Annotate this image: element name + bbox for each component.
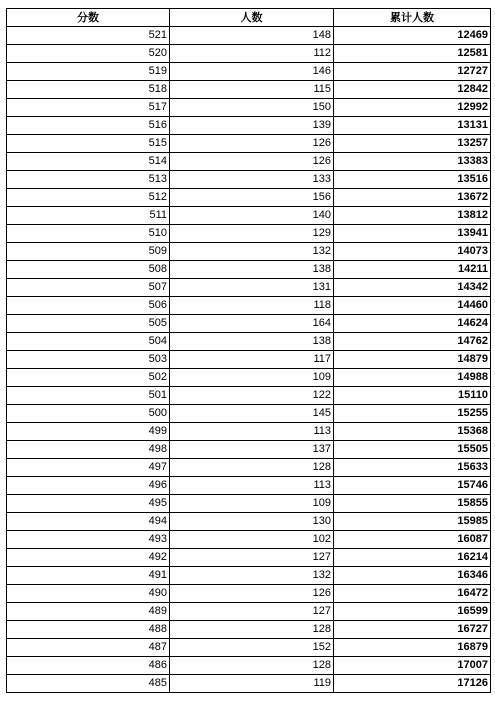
cell-cumulative: 15255 <box>334 405 491 423</box>
cell-count: 126 <box>170 585 334 603</box>
cell-count: 152 <box>170 639 334 657</box>
cell-score: 485 <box>7 675 170 693</box>
cell-score: 495 <box>7 495 170 513</box>
header-score: 分数 <box>7 9 170 27</box>
cell-count: 145 <box>170 405 334 423</box>
cell-count: 138 <box>170 261 334 279</box>
table-row <box>7 261 491 279</box>
table-row <box>7 333 491 351</box>
cell-cumulative: 12469 <box>334 27 491 45</box>
cell-cumulative: 14988 <box>334 369 491 387</box>
cell-count: 139 <box>170 117 334 135</box>
cell-cumulative: 15746 <box>334 477 491 495</box>
cell-cumulative: 12842 <box>334 81 491 99</box>
table-row <box>7 207 491 225</box>
cell-score: 488 <box>7 621 170 639</box>
table-row <box>7 171 491 189</box>
cell-score: 521 <box>7 27 170 45</box>
table-row <box>7 387 491 405</box>
cell-score: 515 <box>7 135 170 153</box>
cell-score: 511 <box>7 207 170 225</box>
cell-cumulative: 12992 <box>334 99 491 117</box>
cell-count: 148 <box>170 27 334 45</box>
cell-cumulative: 16214 <box>334 549 491 567</box>
cell-cumulative: 13516 <box>334 171 491 189</box>
table-row <box>7 63 491 81</box>
cell-score: 517 <box>7 99 170 117</box>
table-row <box>7 459 491 477</box>
cell-score: 493 <box>7 531 170 549</box>
cell-score: 489 <box>7 603 170 621</box>
table-row <box>7 675 491 693</box>
cell-count: 131 <box>170 279 334 297</box>
table-row <box>7 45 491 63</box>
table-row <box>7 189 491 207</box>
table-row <box>7 657 491 675</box>
cell-cumulative: 15633 <box>334 459 491 477</box>
cell-count: 102 <box>170 531 334 549</box>
cell-cumulative: 12727 <box>334 63 491 81</box>
table-body <box>7 27 491 693</box>
cell-count: 115 <box>170 81 334 99</box>
cell-count: 127 <box>170 549 334 567</box>
cell-cumulative: 16879 <box>334 639 491 657</box>
cell-score: 510 <box>7 225 170 243</box>
table-row <box>7 27 491 45</box>
cell-count: 140 <box>170 207 334 225</box>
table-row <box>7 81 491 99</box>
cell-score: 518 <box>7 81 170 99</box>
cell-score: 502 <box>7 369 170 387</box>
table-header-row <box>7 9 491 27</box>
cell-cumulative: 15368 <box>334 423 491 441</box>
cell-count: 129 <box>170 225 334 243</box>
score-distribution-table <box>6 8 491 693</box>
cell-count: 109 <box>170 495 334 513</box>
cell-count: 119 <box>170 675 334 693</box>
table-row <box>7 567 491 585</box>
table-row <box>7 531 491 549</box>
cell-score: 497 <box>7 459 170 477</box>
table-row <box>7 315 491 333</box>
table-row <box>7 477 491 495</box>
cell-count: 128 <box>170 657 334 675</box>
cell-cumulative: 15985 <box>334 513 491 531</box>
cell-cumulative: 15505 <box>334 441 491 459</box>
table-row <box>7 225 491 243</box>
cell-count: 122 <box>170 387 334 405</box>
cell-count: 113 <box>170 423 334 441</box>
cell-cumulative: 13812 <box>334 207 491 225</box>
table-row <box>7 135 491 153</box>
cell-score: 487 <box>7 639 170 657</box>
cell-cumulative: 16346 <box>334 567 491 585</box>
cell-cumulative: 14073 <box>334 243 491 261</box>
cell-cumulative: 16727 <box>334 621 491 639</box>
cell-cumulative: 13257 <box>334 135 491 153</box>
cell-score: 513 <box>7 171 170 189</box>
cell-score: 503 <box>7 351 170 369</box>
table-row <box>7 549 491 567</box>
cell-count: 109 <box>170 369 334 387</box>
table-row <box>7 405 491 423</box>
cell-score: 504 <box>7 333 170 351</box>
table-row <box>7 423 491 441</box>
cell-count: 127 <box>170 603 334 621</box>
cell-cumulative: 16087 <box>334 531 491 549</box>
cell-score: 492 <box>7 549 170 567</box>
table-row <box>7 297 491 315</box>
table-row <box>7 441 491 459</box>
cell-cumulative: 15855 <box>334 495 491 513</box>
cell-cumulative: 17007 <box>334 657 491 675</box>
cell-score: 520 <box>7 45 170 63</box>
cell-score: 496 <box>7 477 170 495</box>
cell-score: 516 <box>7 117 170 135</box>
cell-cumulative: 12581 <box>334 45 491 63</box>
cell-count: 156 <box>170 189 334 207</box>
table-row <box>7 117 491 135</box>
cell-score: 500 <box>7 405 170 423</box>
table-row <box>7 153 491 171</box>
cell-cumulative: 13383 <box>334 153 491 171</box>
cell-cumulative: 13941 <box>334 225 491 243</box>
cell-cumulative: 16599 <box>334 603 491 621</box>
cell-cumulative: 14762 <box>334 333 491 351</box>
cell-score: 490 <box>7 585 170 603</box>
cell-score: 508 <box>7 261 170 279</box>
cell-score: 519 <box>7 63 170 81</box>
cell-count: 132 <box>170 243 334 261</box>
cell-score: 506 <box>7 297 170 315</box>
table-row <box>7 621 491 639</box>
table-row <box>7 351 491 369</box>
header-cumulative: 累计人数 <box>334 9 491 27</box>
cell-count: 117 <box>170 351 334 369</box>
header-count: 人数 <box>170 9 334 27</box>
cell-count: 118 <box>170 297 334 315</box>
cell-score: 499 <box>7 423 170 441</box>
cell-cumulative: 17126 <box>334 675 491 693</box>
cell-cumulative: 16472 <box>334 585 491 603</box>
cell-score: 498 <box>7 441 170 459</box>
cell-count: 113 <box>170 477 334 495</box>
cell-count: 150 <box>170 99 334 117</box>
cell-count: 146 <box>170 63 334 81</box>
cell-score: 512 <box>7 189 170 207</box>
table-row <box>7 279 491 297</box>
table-row <box>7 495 491 513</box>
table-row <box>7 513 491 531</box>
cell-score: 486 <box>7 657 170 675</box>
cell-cumulative: 15110 <box>334 387 491 405</box>
cell-cumulative: 14460 <box>334 297 491 315</box>
table-row <box>7 639 491 657</box>
cell-cumulative: 14211 <box>334 261 491 279</box>
table-row <box>7 99 491 117</box>
cell-cumulative: 14342 <box>334 279 491 297</box>
cell-count: 128 <box>170 459 334 477</box>
cell-count: 138 <box>170 333 334 351</box>
cell-cumulative: 13672 <box>334 189 491 207</box>
cell-count: 137 <box>170 441 334 459</box>
cell-count: 164 <box>170 315 334 333</box>
cell-count: 128 <box>170 621 334 639</box>
cell-count: 126 <box>170 153 334 171</box>
cell-score: 494 <box>7 513 170 531</box>
cell-cumulative: 14624 <box>334 315 491 333</box>
cell-count: 133 <box>170 171 334 189</box>
cell-count: 112 <box>170 45 334 63</box>
cell-cumulative: 14879 <box>334 351 491 369</box>
cell-count: 132 <box>170 567 334 585</box>
cell-score: 505 <box>7 315 170 333</box>
table-row <box>7 369 491 387</box>
cell-score: 507 <box>7 279 170 297</box>
table-row <box>7 585 491 603</box>
cell-score: 501 <box>7 387 170 405</box>
cell-count: 130 <box>170 513 334 531</box>
cell-score: 491 <box>7 567 170 585</box>
table-row <box>7 243 491 261</box>
cell-score: 509 <box>7 243 170 261</box>
cell-cumulative: 13131 <box>334 117 491 135</box>
table-row <box>7 603 491 621</box>
cell-score: 514 <box>7 153 170 171</box>
cell-count: 126 <box>170 135 334 153</box>
